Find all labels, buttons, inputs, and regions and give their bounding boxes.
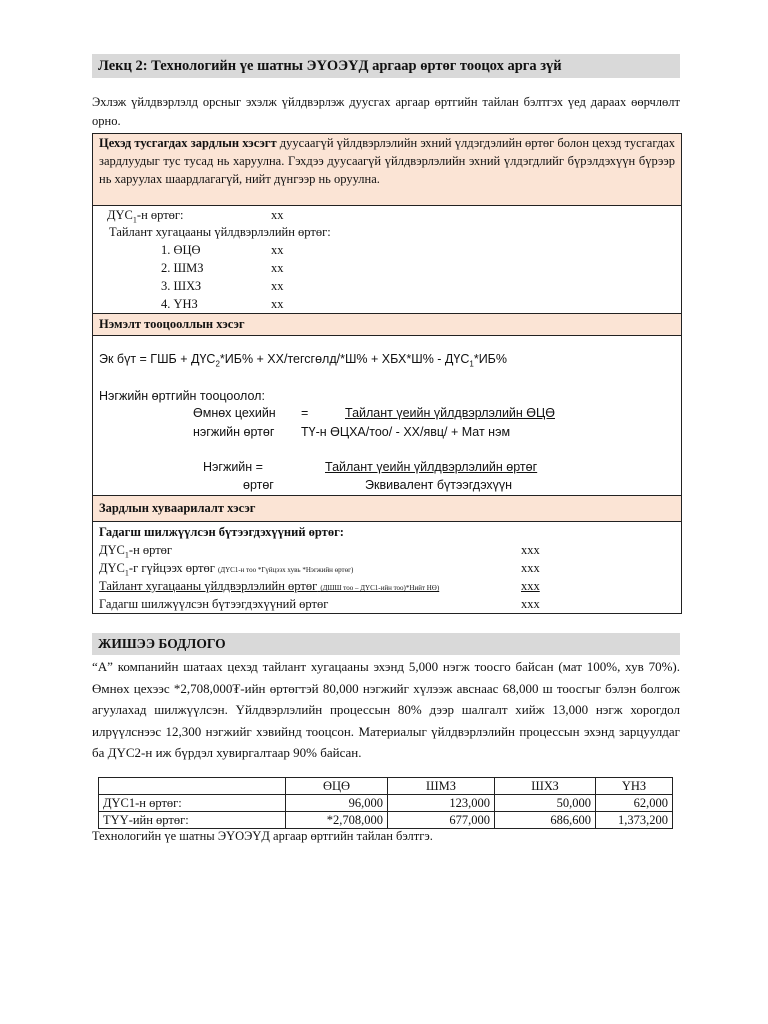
table-cell: 96,000 bbox=[286, 795, 388, 812]
item-value: xx bbox=[271, 297, 284, 311]
prev-dept-numerator: Тайлант үеийн үйлдвэрлэлийн ӨЦӨ bbox=[345, 406, 555, 420]
item-label: 2. ШМЗ bbox=[161, 261, 204, 275]
allocation-row-3-value: xxx bbox=[521, 579, 540, 593]
transferred-out-heading: Гадагш шилжүүлсэн бүтээгдэхүүний өртөг: bbox=[99, 525, 344, 539]
allocation-row-3-label: Тайлант хугацааны үйлдвэрлэлийн өртөг (ДШШ тоо – ДҮС1-ийн тоо)*Нийт НӨ) bbox=[99, 579, 440, 593]
cost-section-description bbox=[92, 133, 682, 206]
item-label: 4. ҮНЗ bbox=[161, 297, 198, 311]
table-header-cell: ШХЗ bbox=[495, 778, 596, 795]
unit-cost-calc-label: Нэгжийн өртгийн тооцоолол: bbox=[99, 389, 265, 403]
item-label: 3. ШХЗ bbox=[161, 279, 202, 293]
table-cell: 62,000 bbox=[596, 795, 673, 812]
cost-section-text: дуусаагүй үйлдвэрлэлийн эхний үлдэгдэлийн өртөг болон цехэд тусгагдах зардлуудыг тус тусад нь харуулна. Гэхдээ дуусаагүй үйлдвэрлэлийн эхний үлдэгдлийг бүрэлдэхүүн бүрээр нь харуулах шаардлагагүй, нийт дүнгээр нь оруулна. bbox=[99, 136, 675, 186]
unit-cost-label-2: өртөг bbox=[243, 478, 274, 492]
table-row bbox=[99, 795, 673, 812]
unit-cost-denominator: Эквивалент бүтээгдэхүүн bbox=[365, 478, 513, 492]
cost-section-heading: Цехэд тусгагдах зардлын хэсэгт bbox=[99, 136, 277, 150]
example-data-table bbox=[98, 777, 673, 829]
equals-sign: = bbox=[301, 406, 309, 420]
table-cell: ДҮС1-н өртөг: bbox=[99, 795, 286, 812]
allocation-row-4-value: xxx bbox=[521, 597, 540, 611]
item-value: xx bbox=[271, 261, 284, 275]
table-cell: ТҮҮ-ийн өртөг: bbox=[99, 812, 286, 829]
table-cell: 50,000 bbox=[495, 795, 596, 812]
allocation-row-1-label: $ДҮС_1-н$ өртөг bbox=[99, 543, 173, 560]
table-row bbox=[99, 812, 673, 829]
table-header-cell bbox=[99, 778, 286, 795]
table-header-cell: ШМЗ bbox=[388, 778, 495, 795]
allocation-heading: Зардлын хуваарилалт хэсэг bbox=[92, 495, 682, 522]
prev-dept-denominator: ТҮ-н ӨЦХА/тоо/ - ХХ/явц/ + Мат нэм bbox=[301, 425, 511, 439]
allocation-row-2-label: $ДҮС_1-г$ гүйцээх өртөг (ДҮС1-н тоо *Гүйцээх хувь *Нэгжийн өртөг) bbox=[99, 561, 354, 578]
item-value: xx bbox=[271, 243, 284, 257]
prev-dept-label-1: Өмнөх цехийн bbox=[193, 406, 276, 420]
table-cell: 677,000 bbox=[388, 812, 495, 829]
table-cell: *2,708,000 bbox=[286, 812, 388, 829]
item-value: xx bbox=[271, 279, 284, 293]
task-instruction: Технологийн үе шатны ЭҮОЭҮД аргаар өртгийн тайлан бэлтгэ. bbox=[92, 829, 433, 843]
unit-cost-label-1: Нэгжийн = bbox=[203, 460, 263, 474]
table-header-cell: ӨЦӨ bbox=[286, 778, 388, 795]
table-header-cell: ҮНЗ bbox=[596, 778, 673, 795]
table-header-row bbox=[99, 778, 673, 795]
additional-calc-heading: Нэмэлт тооцооллын хэсэг bbox=[92, 313, 682, 336]
allocation-row-4-label: Гадагш шилжүүлсэн бүтээгдэхүүний өртөг bbox=[99, 597, 329, 611]
equivalent-units-formula: Эк бүт = ГШБ + $ДҮС_2*ИБ\%$ + ХХ/тегсгөлд/*Ш% + $ХБХ*Ш\% - ДҮС_1*ИБ\%$ bbox=[99, 352, 507, 369]
example-problem-text: “А” компанийн шатаах цехэд тайлант хугацааны эхэнд 5,000 нэгж тоосго байсан (мат 100%, хув 70%). Өмнөх цехээс *2,708,000₮-ийн өртөгтэй 80,000 нэгжийг хүлээж авснаас 68,000 ш тоосгыг бэлэн болгож агуулахад шилжүүлсэн. Үйлдвэрлэлийн процессын 80% дээр шалгалт хийж 13,000 нэгж хорогдол илрүүлснээс 12,300 нэгжийг хэвийнд тооцсон. Материалыг үйлдвэрлэлийн процессын эхэнд зарцуулдаг ба ДҮС2-н иж бүрдэл хувиргалтаар 90% байсан. bbox=[92, 659, 680, 760]
cost-section-body bbox=[92, 205, 682, 314]
allocation-row-2-value: xxx bbox=[521, 561, 540, 575]
table-cell: 1,373,200 bbox=[596, 812, 673, 829]
table-cell: 123,000 bbox=[388, 795, 495, 812]
prev-dept-label-2: нэгжийн өртөг bbox=[193, 425, 275, 439]
allocation-body bbox=[92, 521, 682, 614]
page-title: Лекц 2: Технологийн үе шатны ЭҮОЭҮД аргаар өртөг тооцох арга зүй bbox=[92, 54, 680, 78]
allocation-row-1-value: xxx bbox=[521, 543, 540, 557]
duu1-cost-label: $ДҮС_1-н$ өртөг: bbox=[107, 208, 184, 225]
additional-calc-body bbox=[92, 335, 682, 496]
intro-paragraph: Эхлэж үйлдвэрлэлд орсныг эхэлж үйлдвэрлэж дуусгах аргаар өртгийн тайлан бэлтгэх үед дараах өөрчлөлт орно. bbox=[92, 95, 680, 128]
unit-cost-numerator: Тайлант үеийн үйлдвэрлэлийн өртөг bbox=[325, 460, 538, 474]
duu1-cost-value: xx bbox=[271, 208, 284, 222]
example-heading: ЖИШЭЭ БОДЛОГО bbox=[92, 633, 680, 655]
item-label: 1. ӨЦӨ bbox=[161, 243, 201, 257]
table-cell: 686,600 bbox=[495, 812, 596, 829]
current-period-cost-label: Тайлант хугацааны үйлдвэрлэлийн өртөг: bbox=[109, 225, 331, 239]
